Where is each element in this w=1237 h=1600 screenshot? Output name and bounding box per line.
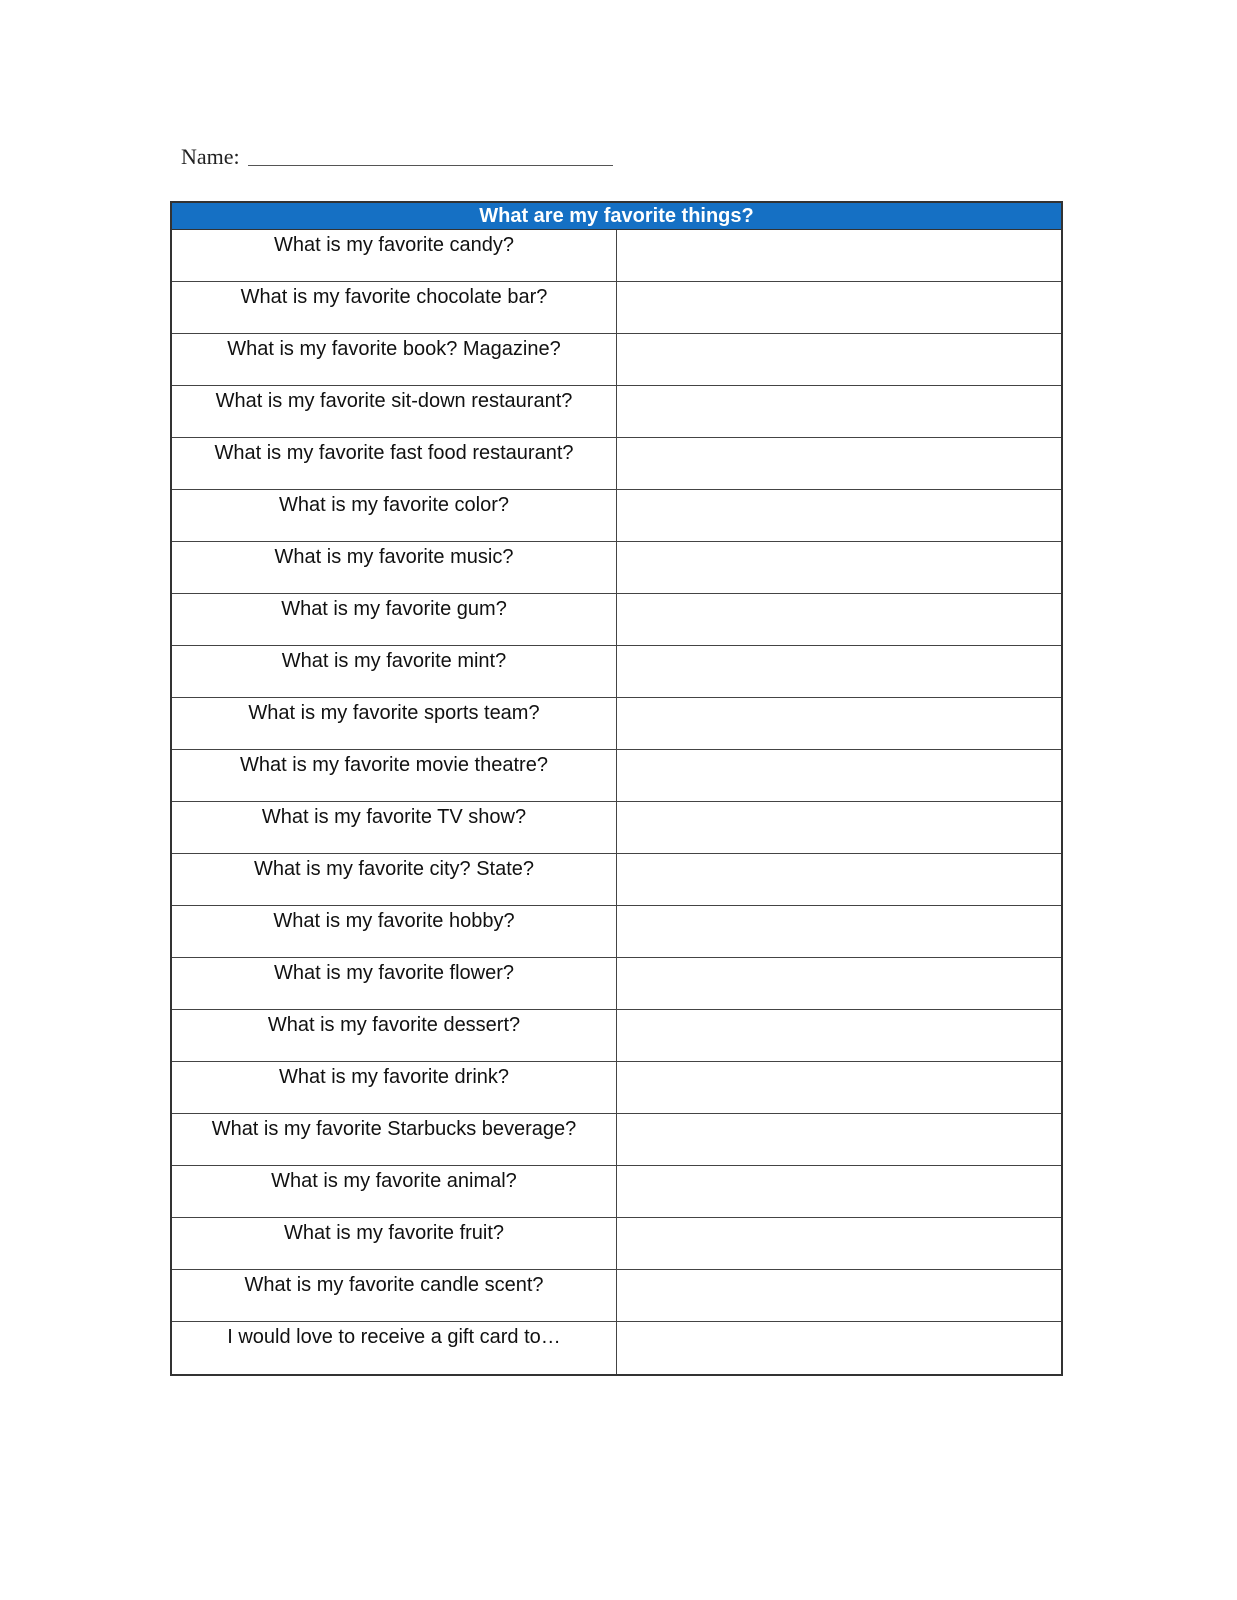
table-row bbox=[172, 1114, 1061, 1166]
question-cell: What is my favorite animal? bbox=[172, 1166, 617, 1217]
table-row bbox=[172, 386, 1061, 438]
table-row bbox=[172, 1218, 1061, 1270]
table-row bbox=[172, 1010, 1061, 1062]
question-cell: What is my favorite candy? bbox=[172, 230, 617, 281]
table-body bbox=[172, 230, 1061, 1374]
question-cell: What is my favorite drink? bbox=[172, 1062, 617, 1113]
question-cell: What is my favorite hobby? bbox=[172, 906, 617, 957]
question-cell: What is my favorite book? Magazine? bbox=[172, 334, 617, 385]
answer-cell[interactable] bbox=[617, 1166, 1061, 1217]
question-cell: What is my favorite sit-down restaurant? bbox=[172, 386, 617, 437]
table-row bbox=[172, 1062, 1061, 1114]
question-cell: I would love to receive a gift card to… bbox=[172, 1322, 617, 1374]
answer-cell[interactable] bbox=[617, 1270, 1061, 1321]
question-cell: What is my favorite mint? bbox=[172, 646, 617, 697]
answer-cell[interactable] bbox=[617, 386, 1061, 437]
answer-cell[interactable] bbox=[617, 282, 1061, 333]
question-cell: What is my favorite Starbucks beverage? bbox=[172, 1114, 617, 1165]
question-cell: What is my favorite TV show? bbox=[172, 802, 617, 853]
answer-cell[interactable] bbox=[617, 334, 1061, 385]
table-row bbox=[172, 334, 1061, 386]
table-row bbox=[172, 490, 1061, 542]
answer-cell[interactable] bbox=[617, 438, 1061, 489]
question-cell: What is my favorite fruit? bbox=[172, 1218, 617, 1269]
answer-cell[interactable] bbox=[617, 1010, 1061, 1061]
table-row bbox=[172, 438, 1061, 490]
table-row bbox=[172, 282, 1061, 334]
table-row bbox=[172, 802, 1061, 854]
table-row bbox=[172, 1322, 1061, 1374]
question-cell: What is my favorite candle scent? bbox=[172, 1270, 617, 1321]
question-cell: What is my favorite music? bbox=[172, 542, 617, 593]
question-cell: What is my favorite dessert? bbox=[172, 1010, 617, 1061]
question-cell: What is my favorite city? State? bbox=[172, 854, 617, 905]
question-cell: What is my favorite gum? bbox=[172, 594, 617, 645]
table-row bbox=[172, 854, 1061, 906]
table-row bbox=[172, 1270, 1061, 1322]
question-cell: What is my favorite flower? bbox=[172, 958, 617, 1009]
table-row bbox=[172, 750, 1061, 802]
answer-cell[interactable] bbox=[617, 906, 1061, 957]
table-row bbox=[172, 1166, 1061, 1218]
answer-cell[interactable] bbox=[617, 594, 1061, 645]
table-row bbox=[172, 594, 1061, 646]
table-row bbox=[172, 958, 1061, 1010]
table-row bbox=[172, 698, 1061, 750]
question-cell: What is my favorite movie theatre? bbox=[172, 750, 617, 801]
answer-cell[interactable] bbox=[617, 698, 1061, 749]
table-row bbox=[172, 646, 1061, 698]
answer-cell[interactable] bbox=[617, 958, 1061, 1009]
table-row bbox=[172, 906, 1061, 958]
table-row bbox=[172, 230, 1061, 282]
table-row bbox=[172, 542, 1061, 594]
answer-cell[interactable] bbox=[617, 542, 1061, 593]
answer-cell[interactable] bbox=[617, 854, 1061, 905]
question-cell: What is my favorite fast food restaurant? bbox=[172, 438, 617, 489]
answer-cell[interactable] bbox=[617, 1114, 1061, 1165]
question-cell: What is my favorite color? bbox=[172, 490, 617, 541]
favorites-table bbox=[170, 201, 1063, 1376]
answer-cell[interactable] bbox=[617, 802, 1061, 853]
answer-cell[interactable] bbox=[617, 750, 1061, 801]
name-blank-line[interactable] bbox=[248, 164, 613, 166]
answer-cell[interactable] bbox=[617, 490, 1061, 541]
answer-cell[interactable] bbox=[617, 1062, 1061, 1113]
answer-cell[interactable] bbox=[617, 1322, 1061, 1374]
answer-cell[interactable] bbox=[617, 646, 1061, 697]
question-cell: What is my favorite chocolate bar? bbox=[172, 282, 617, 333]
answer-cell[interactable] bbox=[617, 1218, 1061, 1269]
name-field-row bbox=[181, 144, 613, 170]
question-cell: What is my favorite sports team? bbox=[172, 698, 617, 749]
table-title: What are my favorite things? bbox=[172, 203, 1061, 230]
name-label: Name: bbox=[181, 144, 240, 169]
answer-cell[interactable] bbox=[617, 230, 1061, 281]
